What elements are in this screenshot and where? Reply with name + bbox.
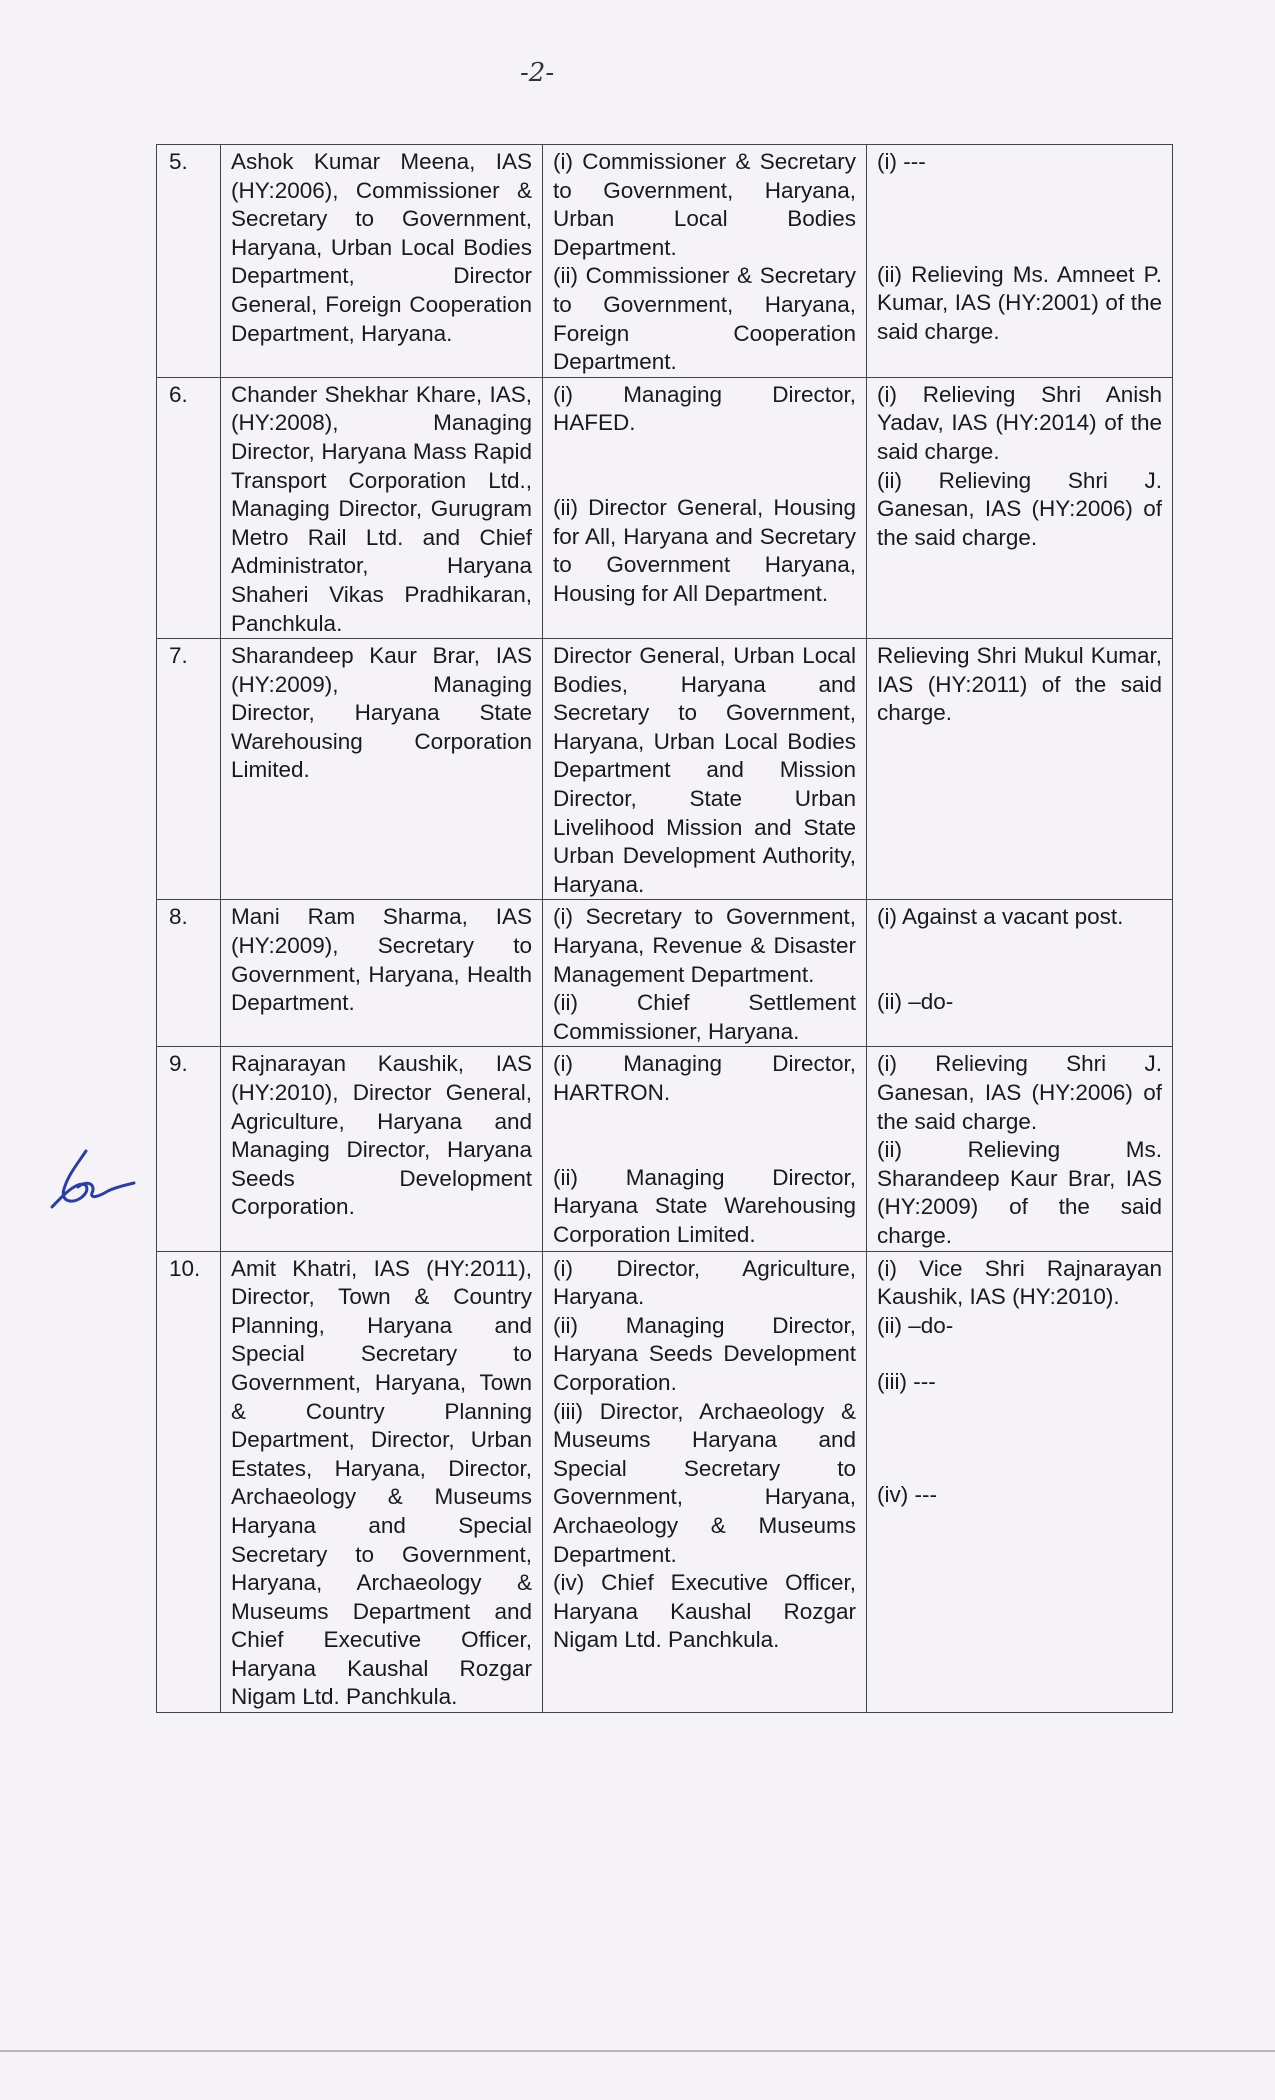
posting-item: (i) Managing Director, HARTRON.: [553, 1051, 856, 1105]
remarks: [867, 1047, 1173, 1251]
new-posting: [543, 1251, 867, 1713]
page-bottom-edge: [0, 2050, 1275, 2052]
remarks: [867, 900, 1173, 1047]
serial-number: 9.: [157, 1047, 221, 1251]
posting-item: (ii) Director General, Housing for All, Haryana and Secretary to Government Haryana, Housing for All Department.: [553, 494, 856, 606]
remarks: [867, 639, 1173, 900]
serial-number: 6.: [157, 377, 221, 638]
remark-item: (ii) Relieving Ms. Amneet P. Kumar, IAS (HY:2001) of the said charge.: [877, 261, 1162, 344]
remarks: [867, 145, 1173, 378]
table-row: [157, 639, 1173, 900]
table-row: [157, 377, 1173, 638]
new-posting: [543, 900, 867, 1047]
new-posting: [543, 377, 867, 638]
posting-item: (ii) Managing Director, Haryana Seeds Development Corporation.: [553, 1312, 856, 1395]
remark-item: (iv) ---: [877, 1481, 937, 1507]
officer-details: Rajnarayan Kaushik, IAS (HY:2010), Director General, Agriculture, Haryana and Managing Director, Haryana Seeds Development Corporation.: [221, 1047, 543, 1251]
serial-number: 10.: [157, 1251, 221, 1713]
new-posting: [543, 145, 867, 378]
table-row: [157, 1047, 1173, 1251]
remark-item: (ii) –do-: [877, 1312, 954, 1338]
table-row: [157, 900, 1173, 1047]
handwritten-initials-signature: [38, 1145, 138, 1225]
posting-item: Director General, Urban Local Bodies, Haryana and Secretary to Government, Haryana, Urban Local Bodies Department and Mission Director, State Urban Livelihood Mission and State Urban Development Authority, Haryana.: [553, 643, 856, 897]
officer-details: Ashok Kumar Meena, IAS (HY:2006), Commissioner & Secretary to Government, Haryana, Urban Local Bodies Department, Director General, Foreign Cooperation Department, Haryana.: [221, 145, 543, 378]
remark-item: (i) Vice Shri Rajnarayan Kaushik, IAS (HY:2010).: [877, 1255, 1162, 1310]
officer-details: Sharandeep Kaur Brar, IAS (HY:2009), Managing Director, Haryana State Warehousing Corporation Limited.: [221, 639, 543, 900]
posting-item: (ii) Commissioner & Secretary to Government, Haryana, Foreign Cooperation Department.: [553, 263, 856, 375]
remark-item: (iii) ---: [877, 1369, 936, 1395]
new-posting: [543, 1047, 867, 1251]
remark-item: (i) ---: [877, 149, 926, 174]
new-posting: [543, 639, 867, 900]
serial-number: 7.: [157, 639, 221, 900]
remarks: [867, 1251, 1173, 1713]
remark-item: (i) Relieving Shri Anish Yadav, IAS (HY:2014) of the said charge.: [877, 381, 1162, 464]
remark-item: (ii) Relieving Ms. Sharandeep Kaur Brar, IAS (HY:2009) of the said charge.: [877, 1137, 1162, 1248]
remark-item: Relieving Shri Mukul Kumar, IAS (HY:2011) of the said charge.: [877, 643, 1162, 726]
serial-number: 5.: [157, 145, 221, 378]
table-row: [157, 1251, 1173, 1713]
page-number: -2-: [520, 58, 555, 88]
posting-item: (iv) Chief Executive Officer, Haryana Kaushal Rozgar Nigam Ltd. Panchkula.: [553, 1570, 856, 1653]
serial-number: 8.: [157, 900, 221, 1047]
remark-item: (i) Against a vacant post.: [877, 904, 1124, 930]
posting-item: (iii) Director, Archaeology & Museums Haryana and Special Secretary to Government, Haryana, Archaeology & Museums Department.: [553, 1398, 856, 1567]
officer-details: Chander Shekhar Khare, IAS, (HY:2008), Managing Director, Haryana Mass Rapid Transport Corporation Ltd., Managing Director, Gurugram Metro Rail Ltd. and Chief Administrator, Haryana Shaheri Vikas Pradhikaran, Panchkula.: [221, 377, 543, 638]
remark-item: (ii) –do-: [877, 989, 954, 1015]
posting-item: (i) Secretary to Government, Haryana, Revenue & Disaster Management Department.: [553, 904, 856, 987]
posting-item: (i) Managing Director, HAFED.: [553, 381, 856, 436]
posting-item: (ii) Chief Settlement Commissioner, Haryana.: [553, 990, 856, 1044]
officer-details: Amit Khatri, IAS (HY:2011), Director, Town & Country Planning, Haryana and Special Secretary to Government, Haryana, Town & Country Planning Department, Director, Urban Estates, Haryana, Director, Archaeology & Museums Haryana and Special Secretary to Government, Haryana, Archaeology & Museums Department and Chief Executive Officer, Haryana Kaushal Rozgar Nigam Ltd. Panchkula.: [221, 1251, 543, 1713]
posting-item: (i) Director, Agriculture, Haryana.: [553, 1255, 856, 1310]
posting-item: (i) Commissioner & Secretary to Government, Haryana, Urban Local Bodies Department.: [553, 149, 856, 260]
remark-item: (i) Relieving Shri J. Ganesan, IAS (HY:2006) of the said charge.: [877, 1051, 1162, 1134]
remarks: [867, 377, 1173, 638]
officer-details: Mani Ram Sharma, IAS (HY:2009), Secretary to Government, Haryana, Health Department.: [221, 900, 543, 1047]
posting-item: (ii) Managing Director, Haryana State Warehousing Corporation Limited.: [553, 1164, 856, 1247]
officer-postings-table: [156, 144, 1173, 1713]
table-row: [157, 145, 1173, 378]
remark-item: (ii) Relieving Shri J. Ganesan, IAS (HY:2006) of the said charge.: [877, 467, 1162, 550]
